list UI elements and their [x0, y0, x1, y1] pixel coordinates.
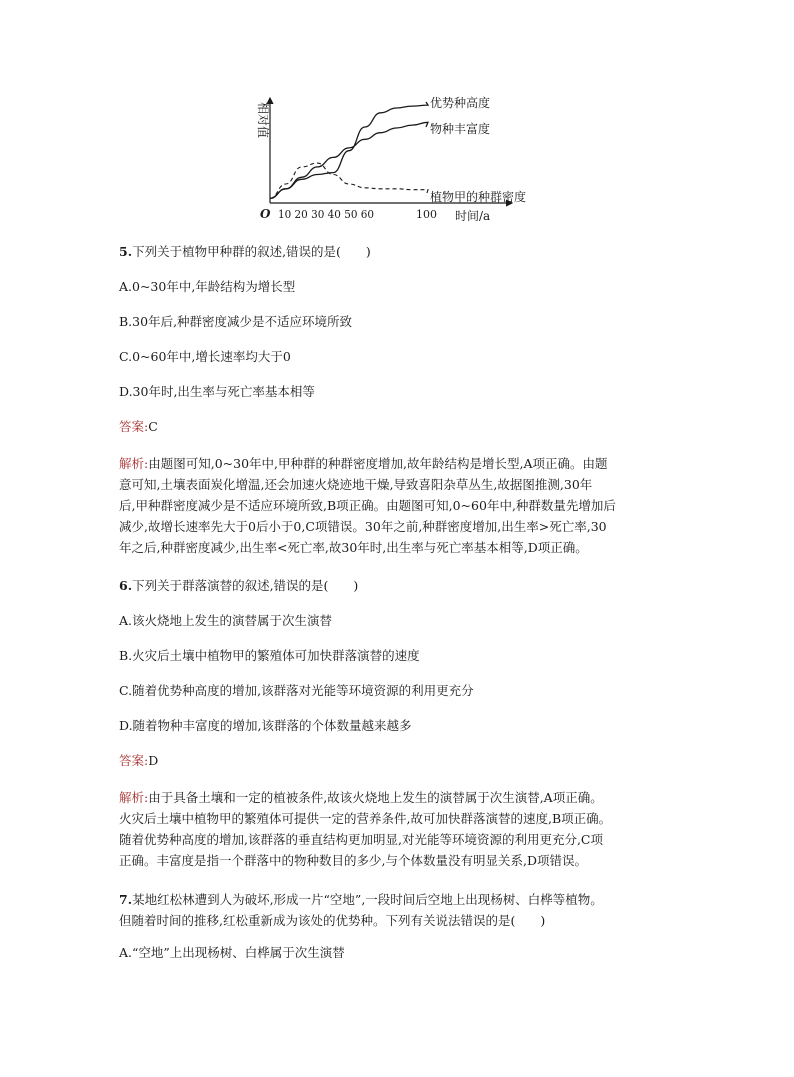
q6-analysis-line-4: 正确。丰富度是指一个群落中的物种数目的多少,与个体数量没有明显关系,D项错误。	[119, 853, 587, 868]
x-tick-100: 100	[416, 208, 437, 221]
q5-analysis-line-4: 减少,故增长速率先大于0后小于0,C项错误。30年之前,种群密度增加,出生率>死亡率,30	[119, 519, 607, 534]
q6-answer-label: 答案:	[119, 753, 149, 768]
q6-analysis-label: 解析:	[119, 790, 149, 805]
q6-option-b: B.火灾后土壤中植物甲的繁殖体可加快群落演替的速度	[119, 648, 420, 663]
q6-analysis-line-3: 随着优势种高度的增加,该群落的垂直结构更加明显,对光能等环境资源的利用更充分,C项	[119, 832, 603, 847]
q5-analysis-line-2: 意可知,土壤表面炭化增温,还会加速火烧迹地干燥,导致喜阳杂草丛生,故据图推测,30年	[119, 477, 593, 492]
q7-option-a: A.“空地”上出现杨树、白桦属于次生演替	[119, 945, 345, 960]
y-axis-label: 相对值	[256, 102, 270, 139]
q7-number: 7.	[119, 892, 133, 907]
q5-option-c: C.0~60年中,增长速率均大于0	[119, 349, 291, 364]
q6-option-c: C.随着优势种高度的增加,该群落对光能等环境资源的利用更充分	[119, 683, 474, 698]
chart-svg	[250, 90, 550, 230]
q6-option-d: D.随着物种丰富度的增加,该群落的个体数量越来越多	[119, 718, 412, 733]
q7-stem	[119, 889, 699, 931]
q5-analysis-label: 解析:	[119, 456, 149, 471]
q5-option-d: D.30年时,出生率与死亡率基本相等	[119, 384, 315, 399]
q6-analysis	[119, 787, 699, 871]
q6-option-a: A.该火烧地上发生的演替属于次生演替	[119, 613, 333, 628]
q5-answer-label: 答案:	[119, 419, 149, 434]
origin-label: O	[260, 207, 271, 221]
q5-option-a: A.0~30年中,年龄结构为增长型	[119, 279, 296, 294]
succession-chart	[250, 90, 550, 230]
series-plant-a-density	[270, 163, 428, 198]
q5-analysis-line-1: 由题图可知,0~30年中,甲种群的种群密度增加,故年龄结构是增长型,A项正确。由题	[148, 456, 608, 471]
q6-answer	[119, 752, 158, 770]
q6-answer-value: D	[148, 753, 159, 768]
x-tick-labels: 10 20 30 40 50 60	[278, 208, 374, 221]
q5-analysis-line	[119, 453, 699, 474]
q6-analysis-line-2: 火灾后土壤中植物甲的繁殖体可提供一定的营养条件,故可加快群落演替的速度,B项正确。	[119, 811, 612, 826]
q5-analysis-line-5: 年之后,种群密度减少,出生率<死亡率,故30年时,出生率与死亡率基本相等,D项正确。	[119, 540, 588, 555]
q7-stem-line-1	[119, 889, 699, 910]
x-axis-label: 时间/a	[455, 209, 491, 223]
q5-analysis-line-3: 后,甲种群密度减少是不适应环境所致,B项正确。由题图可知,0~60年中,种群数量先增加后	[119, 498, 616, 513]
q5-stem-text: 下列关于植物甲种群的叙述,错误的是( )	[132, 244, 371, 259]
q5-option-b: B.30年后,种群密度减少是不适应环境所致	[119, 314, 353, 329]
q6-analysis-line-1: 由于具备土壤和一定的植被条件,故该火烧地上发生的演替属于次生演替,A项正确。	[148, 790, 603, 805]
q6-stem-text: 下列关于群落演替的叙述,错误的是( )	[132, 578, 359, 593]
q5-analysis	[119, 453, 699, 558]
legend-plant-a-density: 植物甲的种群密度	[430, 190, 527, 204]
legend-dominant-height: 优势种高度	[430, 96, 491, 110]
series-species-richness	[270, 122, 428, 198]
q7-stem-line-2: 但随着时间的推移,红松重新成为该处的优势种。下列有关说法错误的是( )	[119, 913, 546, 928]
q7-stem-text: 某地红松林遭到人为破坏,形成一片“空地”,一段时间后空地上出现杨树、白桦等植物。	[132, 892, 603, 907]
q5-number: 5.	[119, 244, 133, 259]
q5-answer-value: C	[148, 419, 158, 434]
q6-stem	[119, 577, 358, 595]
q6-analysis-line	[119, 787, 699, 808]
legend-species-richness: 物种丰富度	[430, 122, 491, 136]
q5-answer	[119, 418, 158, 436]
q6-number: 6.	[119, 578, 133, 593]
q5-stem	[119, 243, 371, 261]
